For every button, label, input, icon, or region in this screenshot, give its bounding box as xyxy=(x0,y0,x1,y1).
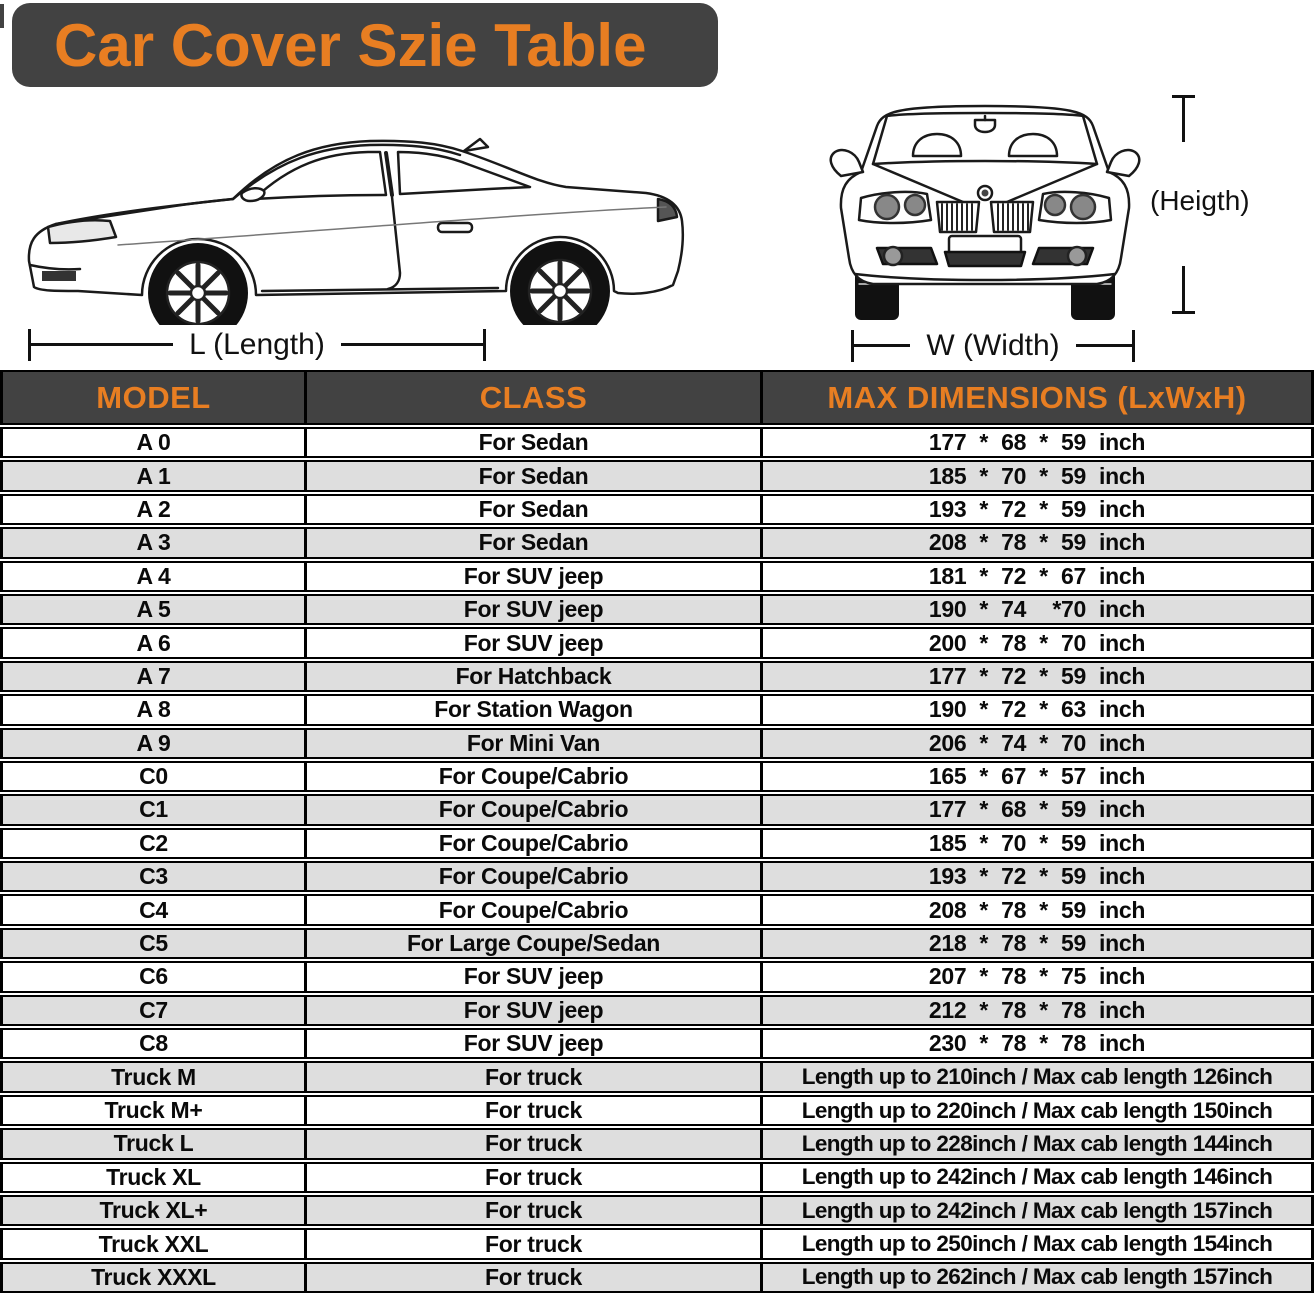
class-cell: For Mini Van xyxy=(307,728,763,759)
dimensions-cell: 190 * 72 * 63 inch xyxy=(763,694,1314,725)
model-cell: C5 xyxy=(0,928,307,959)
dimensions-cell: 177 * 68 * 59 inch xyxy=(763,427,1314,458)
dimensions-cell: Length up to 220inch / Max cab length 150inch xyxy=(763,1095,1314,1126)
model-cell: Truck XXL xyxy=(0,1228,307,1259)
model-cell: Truck L xyxy=(0,1128,307,1159)
header-max-dimensions: MAX DIMENSIONS (LxWxH) xyxy=(763,370,1314,425)
table-row xyxy=(0,728,1314,759)
width-dimension-line xyxy=(851,344,1135,347)
table-row xyxy=(0,1262,1314,1293)
class-cell: For SUV jeep xyxy=(307,627,763,658)
class-cell: For Sedan xyxy=(307,527,763,558)
class-cell: For truck xyxy=(307,1128,763,1159)
class-cell: For Coupe/Cabrio xyxy=(307,828,763,859)
class-cell: For SUV jeep xyxy=(307,995,763,1026)
dimensions-cell: Length up to 210inch / Max cab length 126inch xyxy=(763,1061,1314,1092)
class-cell: For Coupe/Cabrio xyxy=(307,794,763,825)
model-cell: Truck XL xyxy=(0,1162,307,1193)
model-cell: C1 xyxy=(0,794,307,825)
length-dimension-line xyxy=(28,343,486,346)
model-cell: C4 xyxy=(0,894,307,925)
table-header-row xyxy=(0,370,1314,425)
table-row xyxy=(0,961,1314,992)
dimensions-cell: 207 * 78 * 75 inch xyxy=(763,961,1314,992)
dimensions-cell: 190 * 74 *70 inch xyxy=(763,594,1314,625)
dimensions-cell: 230 * 78 * 78 inch xyxy=(763,1028,1314,1059)
dimensions-cell: 185 * 70 * 59 inch xyxy=(763,828,1314,859)
dimensions-cell: 185 * 70 * 59 inch xyxy=(763,460,1314,491)
model-cell: A 4 xyxy=(0,561,307,592)
dimensions-cell: Length up to 242inch / Max cab length 146inch xyxy=(763,1162,1314,1193)
class-cell: For Coupe/Cabrio xyxy=(307,894,763,925)
class-cell: For Station Wagon xyxy=(307,694,763,725)
model-cell: A 6 xyxy=(0,627,307,658)
dimensions-cell: 206 * 74 * 70 inch xyxy=(763,728,1314,759)
table-row xyxy=(0,794,1314,825)
table-row xyxy=(0,694,1314,725)
table-row xyxy=(0,427,1314,458)
table-row xyxy=(0,861,1314,892)
class-cell: For truck xyxy=(307,1262,763,1293)
model-cell: Truck XXXL xyxy=(0,1262,307,1293)
class-cell: For Coupe/Cabrio xyxy=(307,861,763,892)
model-cell: A 5 xyxy=(0,594,307,625)
table-row xyxy=(0,627,1314,658)
class-cell: For truck xyxy=(307,1095,763,1126)
table-row xyxy=(0,995,1314,1026)
table-row xyxy=(0,661,1314,692)
dimensions-cell: 181 * 72 * 67 inch xyxy=(763,561,1314,592)
class-cell: For truck xyxy=(307,1061,763,1092)
dimensions-cell: 208 * 78 * 59 inch xyxy=(763,527,1314,558)
class-cell: For SUV jeep xyxy=(307,594,763,625)
table-row xyxy=(0,494,1314,525)
model-cell: A 2 xyxy=(0,494,307,525)
side-car-illustration xyxy=(18,95,708,325)
dimensions-cell: Length up to 262inch / Max cab length 157inch xyxy=(763,1262,1314,1293)
model-cell: C2 xyxy=(0,828,307,859)
class-cell: For Hatchback xyxy=(307,661,763,692)
dimensions-cell: 200 * 78 * 70 inch xyxy=(763,627,1314,658)
table-row xyxy=(0,1061,1314,1092)
model-cell: C7 xyxy=(0,995,307,1026)
table-row xyxy=(0,594,1314,625)
table-row xyxy=(0,1028,1314,1059)
class-cell: For Coupe/Cabrio xyxy=(307,761,763,792)
height-label: (Heigth) xyxy=(1150,185,1250,216)
class-cell: For Sedan xyxy=(307,460,763,491)
model-cell: C8 xyxy=(0,1028,307,1059)
dimensions-cell: 193 * 72 * 59 inch xyxy=(763,861,1314,892)
width-dimension xyxy=(851,330,1135,362)
length-dimension xyxy=(28,329,486,361)
model-cell: A 8 xyxy=(0,694,307,725)
class-cell: For SUV jeep xyxy=(307,961,763,992)
class-cell: For truck xyxy=(307,1228,763,1259)
model-cell: C3 xyxy=(0,861,307,892)
model-cell: A 0 xyxy=(0,427,307,458)
table-row xyxy=(0,828,1314,859)
table-row xyxy=(0,1095,1314,1126)
model-cell: Truck M+ xyxy=(0,1095,307,1126)
model-cell: Truck M xyxy=(0,1061,307,1092)
dimensions-cell: 193 * 72 * 59 inch xyxy=(763,494,1314,525)
table-row xyxy=(0,928,1314,959)
class-cell: For Sedan xyxy=(307,494,763,525)
model-cell: A 3 xyxy=(0,527,307,558)
class-cell: For SUV jeep xyxy=(307,1028,763,1059)
length-label: L (Length) xyxy=(173,328,341,362)
page-title: Car Cover Szie Table xyxy=(54,11,647,79)
table-row xyxy=(0,894,1314,925)
model-cell: C6 xyxy=(0,961,307,992)
header-model: MODEL xyxy=(0,370,307,425)
title-banner xyxy=(12,3,718,87)
dimensions-cell: 218 * 78 * 59 inch xyxy=(763,928,1314,959)
table-row xyxy=(0,1162,1314,1193)
header-class: CLASS xyxy=(307,370,763,425)
class-cell: For Large Coupe/Sedan xyxy=(307,928,763,959)
car-diagram-area xyxy=(0,85,1314,368)
table-row xyxy=(0,460,1314,491)
table-row xyxy=(0,1228,1314,1259)
class-cell: For Sedan xyxy=(307,427,763,458)
table-row xyxy=(0,761,1314,792)
banner-edge-fragment xyxy=(0,4,4,28)
table-row xyxy=(0,561,1314,592)
model-cell: A 9 xyxy=(0,728,307,759)
table-row xyxy=(0,527,1314,558)
model-cell: C0 xyxy=(0,761,307,792)
class-cell: For truck xyxy=(307,1162,763,1193)
dimensions-cell: 177 * 72 * 59 inch xyxy=(763,661,1314,692)
table-row xyxy=(0,1195,1314,1226)
dimensions-cell: Length up to 242inch / Max cab length 157inch xyxy=(763,1195,1314,1226)
width-label: W (Width) xyxy=(910,329,1075,363)
model-cell: A 7 xyxy=(0,661,307,692)
model-cell: A 1 xyxy=(0,460,307,491)
model-cell: Truck XL+ xyxy=(0,1195,307,1226)
class-cell: For SUV jeep xyxy=(307,561,763,592)
dimensions-cell: Length up to 228inch / Max cab length 144inch xyxy=(763,1128,1314,1159)
table-row xyxy=(0,1128,1314,1159)
dimensions-cell: 208 * 78 * 59 inch xyxy=(763,894,1314,925)
front-car-illustration xyxy=(825,90,1145,330)
dimensions-cell: 165 * 67 * 57 inch xyxy=(763,761,1314,792)
dimensions-cell: 177 * 68 * 59 inch xyxy=(763,794,1314,825)
dimensions-cell: 212 * 78 * 78 inch xyxy=(763,995,1314,1026)
size-table xyxy=(0,368,1314,1295)
class-cell: For truck xyxy=(307,1195,763,1226)
dimensions-cell: Length up to 250inch / Max cab length 154inch xyxy=(763,1228,1314,1259)
